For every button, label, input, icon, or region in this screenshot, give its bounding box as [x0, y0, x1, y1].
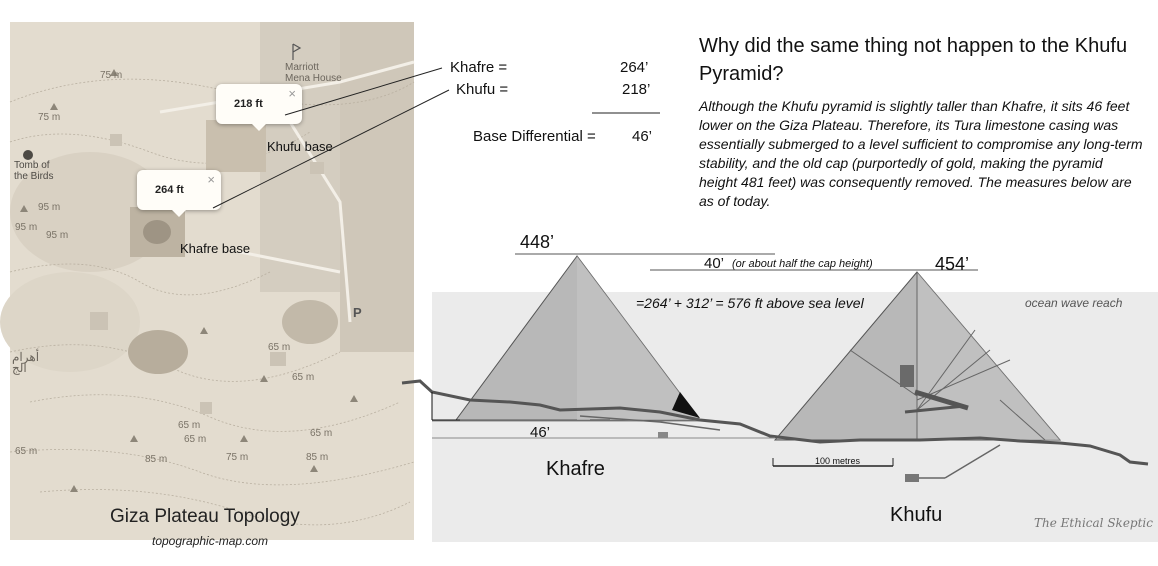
- cap-note-label: (or about half the cap height): [732, 258, 873, 270]
- elevation-label: 95 m: [46, 230, 69, 241]
- elevation-label: 95 m: [38, 202, 61, 213]
- cap-difference-label: 40’: [704, 255, 725, 272]
- map-source: topographic-map.com: [152, 534, 269, 548]
- elevation-label: 75 m: [226, 452, 249, 463]
- ocean-wave-reach-label: ocean wave reach: [1025, 296, 1123, 310]
- close-icon[interactable]: ×: [288, 86, 296, 101]
- base-diff-label: 46’: [530, 424, 551, 441]
- khufu-height-label: 454’: [935, 254, 970, 274]
- khafre-diagram-label: Khafre: [546, 458, 605, 480]
- diff-eq-value: 46’: [632, 128, 653, 145]
- close-icon[interactable]: ×: [207, 172, 215, 187]
- elevation-label: 65 m: [184, 434, 207, 445]
- elevation-label: 65 m: [292, 372, 315, 383]
- elevation-label: 95 m: [15, 222, 38, 233]
- elevation-label: 85 m: [145, 454, 168, 465]
- khufu-eq-value: 218’: [622, 81, 651, 98]
- khufu-base-label: Khufu base: [267, 139, 333, 154]
- sea-level-equation: =264’ + 312’ = 576 ft above sea level: [636, 295, 864, 311]
- scale-label: 100 metres: [815, 456, 861, 466]
- tomb-of-birds-label: Tomb of the Birds: [14, 160, 54, 182]
- elevation-label: 65 m: [178, 420, 201, 431]
- subterranean-chamber: [905, 474, 919, 482]
- khufu-diagram-label: Khufu: [890, 504, 943, 526]
- elevation-label: 75 m: [38, 112, 61, 123]
- kings-chamber: [900, 365, 914, 387]
- parking-label: P: [353, 305, 362, 320]
- marriott-label: Marriott Mena House: [285, 62, 342, 84]
- tooltip-text: 264 ft: [155, 184, 184, 196]
- map-title: Giza Plateau Topology: [110, 506, 300, 527]
- khafre-base-label: Khafre base: [180, 241, 251, 256]
- arabic-place-label: أهرام الج: [12, 350, 40, 375]
- watermark: The Ethical Skeptic: [1034, 516, 1153, 530]
- elevation-label: 65 m: [310, 428, 333, 439]
- elevation-label: 85 m: [306, 452, 329, 463]
- khafre-eq-label: Khafre =: [450, 59, 508, 76]
- khafre-height-label: 448’: [520, 232, 555, 252]
- elevation-label: 75 m: [100, 70, 123, 81]
- khufu-eq-label: Khufu =: [456, 81, 509, 98]
- heading: Why did the same thing not happen to the Khufu Pyramid?: [699, 35, 1128, 85]
- elevation-label: 65 m: [15, 446, 38, 457]
- tooltip-text: 218 ft: [234, 98, 263, 110]
- diff-eq-label: Base Differential =: [473, 128, 596, 145]
- elevation-label: 65 m: [268, 342, 291, 353]
- khafre-eq-value: 264’: [620, 59, 649, 76]
- body-text: Although the Khufu pyramid is slightly taller than Khafre, it sits 46 feet lower on the Giza Plateau. Therefore, its Tura limestone casing was essentially submerged to a level sufficient to compromise any long-term stability, and the old cap (purportedly of gold, making the pyramid height 481 feet) was consequently removed. The measures below are as of today.: [699, 98, 1143, 209]
